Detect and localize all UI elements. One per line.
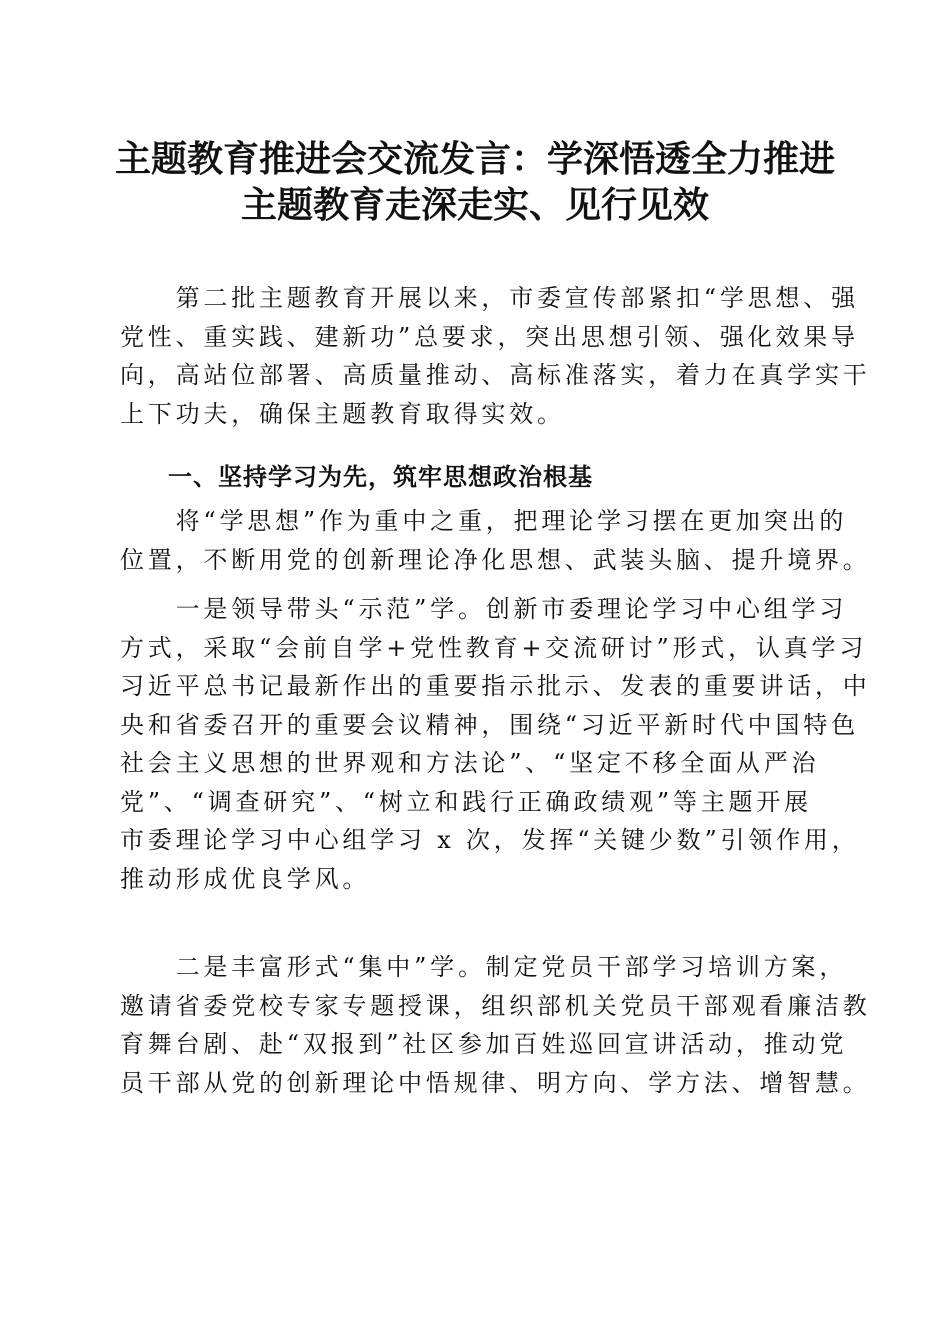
point-one-line: 社会主义思想的世界观和方法论”、“坚定不移全面从严治 xyxy=(120,749,820,777)
intro-line: 上下功夫，确保主题教育取得实效。 xyxy=(120,399,565,428)
point-two-line: 邀请省委党校专家专题授课，组织部机关党员干部观看廉洁教 xyxy=(120,991,871,1020)
point-two-line: 二是丰富形式“集中”学。制定党员干部学习培训方案， xyxy=(120,953,848,981)
document-title-line-2: 主题教育走深走实、见行见效 xyxy=(240,184,709,226)
point-one-line: 方式，采取“会前自学+党性教育+交流研讨”形式，认真学习 xyxy=(120,633,868,662)
point-one-line: 央和省委召开的重要会议精神，围绕“习近平新时代中国特色 xyxy=(120,710,859,739)
point-two-line: 育舞台剧、赴“双报到”社区参加百姓巡回宣讲活动，推动党 xyxy=(120,1030,848,1058)
intro-paragraph xyxy=(120,279,871,433)
intro-line: 向，高站位部署、高质量推动、高标准落实，着力在真学实干 xyxy=(120,361,871,389)
point-one-line: 一是领导带头“示范”学。创新市委理论学习中心组学习 xyxy=(120,595,848,623)
point-one-line: 推动形成优良学风。 xyxy=(120,864,371,893)
document-title-line-1: 主题教育推进会交流发言：学深悟透全力推进 xyxy=(114,138,835,180)
point-one-line: 党”、“调查研究”、“树立和践行正确政绩观”等主题开展 xyxy=(120,787,812,816)
point-one-line: 市委理论学习中心组学习 x 次，发挥“关键少数”引领作用， xyxy=(120,826,860,854)
section-intro-paragraph xyxy=(120,502,871,579)
point-two-line: 员干部从党的创新理论中悟规律、明方向、学方法、增智慧。 xyxy=(120,1068,871,1097)
point-one-paragraph xyxy=(120,590,871,898)
point-two-paragraph xyxy=(120,948,871,1102)
point-one-line: 习近平总书记最新作出的重要指示批示、发表的重要讲话，中 xyxy=(120,672,871,700)
section-intro-line: 将“学思想”作为重中之重，把理论学习摆在更加突出的 xyxy=(120,507,848,535)
intro-line: 第二批主题教育开展以来，市委宣传部紧扣“学思想、强 xyxy=(120,284,859,312)
intro-line: 党性、重实践、建新功”总要求，突出思想引领、强化效果导 xyxy=(120,322,859,351)
section-intro-line: 位置，不断用党的创新理论净化思想、武装头脑、提升境界。 xyxy=(120,545,871,574)
section-heading: 一、坚持学习为先，筑牢思想政治根基 xyxy=(168,463,593,491)
